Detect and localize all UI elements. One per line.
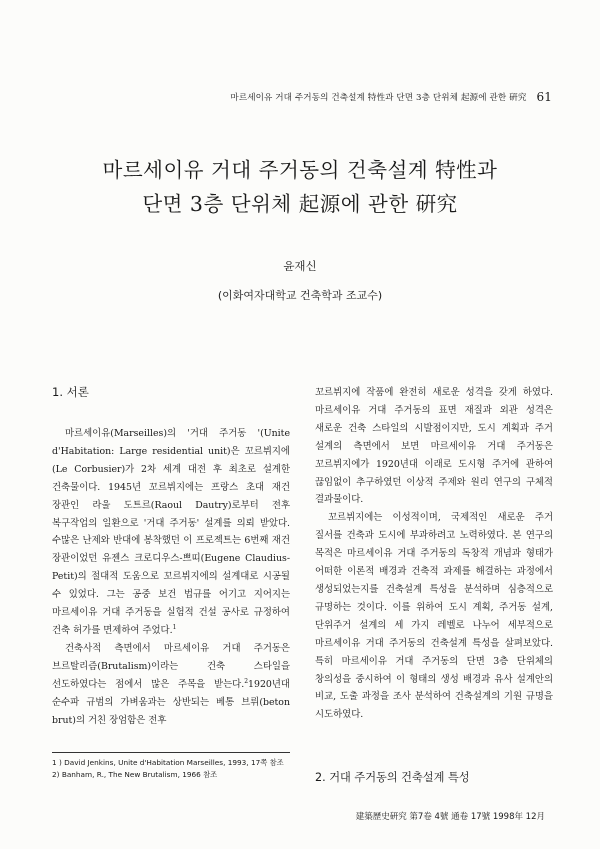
right-column xyxy=(315,384,553,724)
page-number: 61 xyxy=(536,90,552,104)
running-head xyxy=(230,90,552,104)
intro-paragraph-continued: 꼬르뷔지에 작품에 완전히 새로운 성격을 갖게 하였다. 마르세이유 거대 주거동의 표면 재질과 외관 성격은 새로운 건축 스타일의 시발점이지만, 도시 계획과 주거 설계의 측면에서 보면 마르세이유 거대 주거동은 꼬르뷔지에가 1920년대 이래로 도시형 주거에 관하여 끊임없이 추구하였던 이상적 주제와 원리 연구의 구체적 결과물이다. xyxy=(315,387,553,506)
author-name: 윤재신 xyxy=(283,259,317,273)
intro-paragraph-1: 마르세이유(Marseilles)의 '거대 주거동 '(Unite d'Habitation: Large residential unit)은 꼬르뷔지에(Le Corbusier)가 2차 세계 대전 후 최초로 설계한 건축물이다. 1945년 꼬르뷔지에는 프랑스 초대 재건 장관인 라울 도트르(Raoul Dautry)로부터 전후 복구작업의 일환으로 '거대 주거동' 설계를 의뢰 받았다. 수많은 난제와 반대에 봉착했던 이 프로젝트는 6번째 재건 장관이었던 유젠스 크로디우스-쁘띠(Eugene Claudius-Petit)의 절대적 도움으로 꼬르뷔지에의 설계대로 시공될 수 있었다. 그는 공중 보건 법규를 어기고 지어지는 마르세이유 거대 주거동을 실험적 건설 공사로 규정하여 건축 허가를 면제하여 주었다.$^1$ xyxy=(52,428,290,636)
footnote-1: 1 ) David Jenkins, Unite d'Habitation Marseilles, 1993, 17쪽 참조 xyxy=(52,758,284,767)
running-head-text: 마르세이유 거대 주거동의 건축설계 特性과 단면 3층 단위체 起源에 관한 硏究 xyxy=(230,93,527,103)
intro-paragraph-2: 건축사적 측면에서 마르세이유 거대 주거동은 브르탈리즘(Brutalism)이라는 건축 스타일을 선도하였다는 점에서 많은 주목을 받는다.$^2$1920년대 순수파 규범의 가벼움과는 상반되는 베통 브뤼(beton brut)의 거친 장엄함은 전후 xyxy=(52,642,290,726)
author-affiliation: (이화여자대학교 건축학과 조교수) xyxy=(217,289,383,302)
footnote-2: 2) Banham, R., The New Brutalism, 1966 참조 xyxy=(52,770,218,779)
journal-footer: 建築歷史硏究 第7卷 4號 通卷 17號 1998年 12月 xyxy=(355,812,545,822)
intro-paragraph-3: 꼬르뷔지에는 이성적이며, 국제적인 새로운 주거 질서를 건축과 도시에 부과하려고 노력하였다. 본 연구의 목적은 마르세이유 거대 주거동의 독창적 개념과 형태가 어떠한 이론적 배경과 건축적 과제를 해결하는 과정에서 생성되었는지를 건축설계 특성을 분석하며 심층적으로 규명하는 것이다. 이를 위하여 도시 계획, 주거동 설계, 단위주거 설계의 세 가지 레벨로 나누어 세부적으로 마르세이유 거대 주거동의 건축설계 특성을 살펴보았다. 특히 마르세이유 거대 주거동의 단면 3층 단위체의 창의성을 중시하여 이 형태의 생성 배경과 유사 설계안의 비교, 도출 과정을 조사 분석하여 건축설계의 기원 규명을 시도하였다. xyxy=(315,512,553,721)
footnote-ref-2: 2 xyxy=(244,677,249,685)
footnote-ref-1: 1 xyxy=(172,623,177,631)
footnotes xyxy=(52,757,290,781)
footnote-divider xyxy=(52,752,290,753)
section-1-heading: 1. 서론 xyxy=(52,385,89,399)
paper-title xyxy=(0,153,600,221)
section-2-heading: 2. 거대 주거동의 건축설계 특성 xyxy=(315,771,470,784)
left-column xyxy=(52,384,290,729)
title-line-2: 단면 3층 단위체 起源에 관한 硏究 xyxy=(142,192,458,216)
title-line-1: 마르세이유 거대 주거동의 건축설계 特性과 xyxy=(102,158,498,182)
